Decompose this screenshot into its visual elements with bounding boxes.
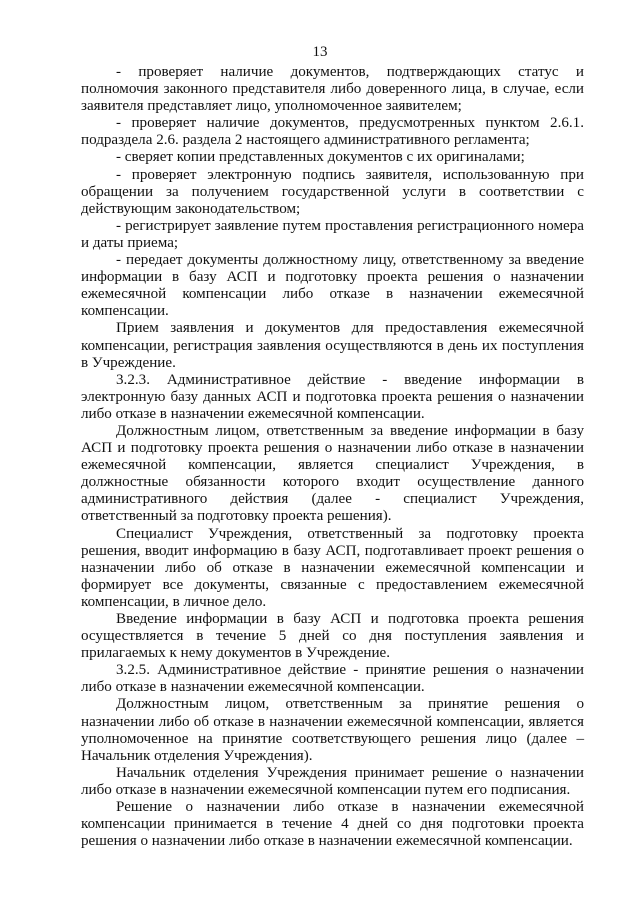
paragraph: - сверяет копии представленных документов с их оригиналами; <box>116 149 525 166</box>
paragraph: - регистрирует заявление путем проставления регистрационного номера и даты приема; <box>81 217 584 251</box>
paragraph: Решение о назначении либо отказе в назначении ежемесячной компенсации принимается в течение 4 дней со дня подготовки проекта решения о назначении либо отказе в назначении ежемесячной компенсации. <box>81 799 584 850</box>
page-number: 13 <box>312 44 328 60</box>
paragraph: - проверяет наличие документов, подтверждающих статус и полномочия законного представителя либо доверенного лица, в случае, если заявителя представляет лицо, уполномоченное заявителем; <box>81 64 584 115</box>
paragraph: Начальник отделения Учреждения принимает решение о назначении либо отказе в назначении ежемесячной компенсации путем его подписания. <box>81 764 584 798</box>
paragraph: 3.2.3. Административное действие - введение информации в электронную базу данных АСП и подготовка проекта решения о назначении либо отказе в назначении ежемесячной компенсации. <box>81 371 584 422</box>
paragraph: - передает документы должностному лицу, ответственному за введение информации в базу АСП и подготовку проекта решения о назначении ежемесячной компенсации либо отказе в назначении ежемесячной компенсации. <box>81 252 584 320</box>
paragraph: Должностным лицом, ответственным за принятие решения о назначении либо об отказе в назначении ежемесячной компенсации, является уполномоченное на принятие соответствующего решения лицо (далее – Начальник отделения Учреждения). <box>81 696 584 764</box>
document-body <box>81 64 584 850</box>
paragraph: Должностным лицом, ответственным за введение информации в базу АСП и подготовку проекта решения о назначении либо отказе в назначении ежемесячной компенсации, является специалист Учреждения, в должностные обязанности которого входит осуществление данного административного действия (далее - специалист Учреждения, ответственный за подготовку проекта решения). <box>81 422 584 525</box>
paragraph: - проверяет электронную подпись заявителя, использованную при обращении за получением государственной услуги в соответствии с действующим законодательством; <box>81 166 584 217</box>
paragraph: - проверяет наличие документов, предусмотренных пунктом 2.6.1. подраздела 2.6. раздела 2 настоящего административного регламента; <box>81 115 584 149</box>
paragraph: Специалист Учреждения, ответственный за подготовку проекта решения, вводит информацию в базу АСП, подготавливает проект решения о назначении либо об отказе в назначении ежемесячной компенсации и формирует все документы, связанные с предоставлением ежемесячной компенсации, в личное дело. <box>81 525 584 610</box>
paragraph: 3.2.5. Административное действие - принятие решения о назначении либо отказе в назначении ежемесячной компенсации. <box>81 662 584 696</box>
paragraph: Прием заявления и документов для предоставления ежемесячной компенсации, регистрация заявления осуществляются в день их поступления в Учреждение. <box>81 320 584 371</box>
paragraph: Введение информации в базу АСП и подготовка проекта решения осуществляется в течение 5 дней со дня поступления заявления и прилагаемых к нему документов в Учреждение. <box>81 611 584 662</box>
